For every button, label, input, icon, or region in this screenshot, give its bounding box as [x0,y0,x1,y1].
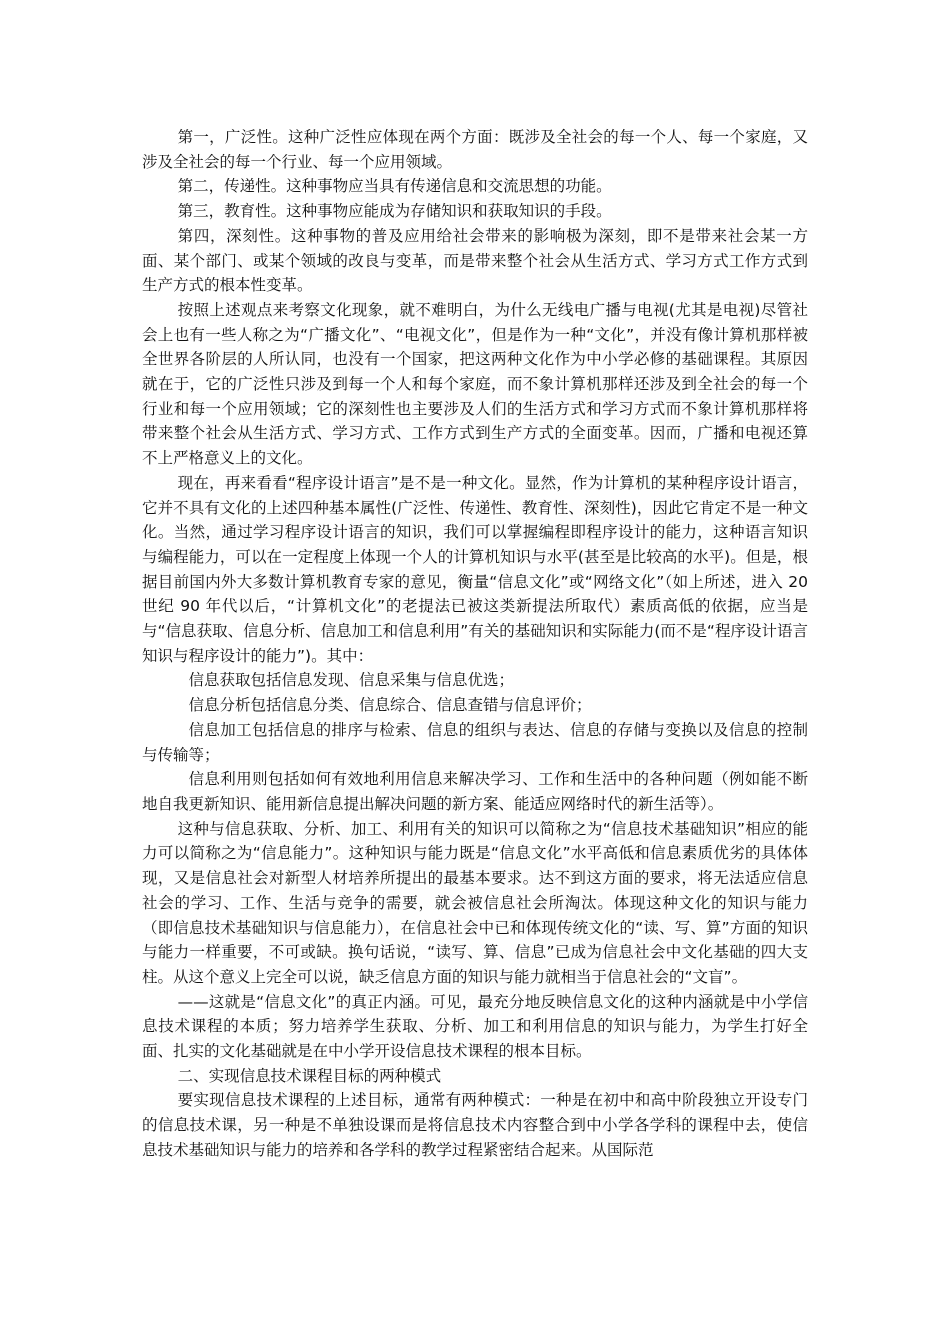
list-item-acquisition: 信息获取包括信息发现、信息采集与信息优选； [188,671,515,690]
paragraph-profundity: 第四，深刻性。这种事物的普及应用给社会带来的影响极为深刻，即不是带来社会某一方面、某个部门、或某个领域的改良与变革，而是带来整个社会从生活方式、学习方式工作方式到生产方式的根本性变革。 [142,226,808,295]
paragraph-educational: 第三，教育性。这种事物应能成为存储知识和获取知识的手段。 [177,202,612,221]
paragraph-breadth: 第一，广泛性。这种广泛性应体现在两个方面：既涉及全社会的每一个人、每一个家庭，又涉及全社会的每一个行业、每一个应用领域。 [142,128,808,171]
section-heading: 二、实现信息技术课程目标的两种模式 [177,1066,442,1085]
list-item-analysis: 信息分析包括信息分类、信息综合、信息查错与信息评价； [188,696,592,715]
paragraph-information-literacy: 这种与信息获取、分析、加工、利用有关的知识可以简称之为“信息技术基础知识”相应的能力可以简称之为“信息能力”。这种知识与能力既是“信息文化”水平高低和信息素质优劣的具体体现，又是信息社会对新型人材培养所提出的最基本要求。达不到这方面的要求，将无法适应信息社会的学习、工作、生活与竞争的需要，就会被信息社会所淘汰。体现这种文化的知识与能力（即信息技术基础知识与信息能力），在信息社会中已和体现传统文化的“读、写、算”方面的知识与能力一样重要，不可或缺。换句话说，“读写、算、信息”已成为信息社会中文化基础的四大支柱。从这个意义上完全可以说，缺乏信息方面的知识与能力就相当于信息社会的“文盲”。 [142,819,808,986]
paragraph-transmissibility: 第二，传递性。这种事物应当具有传递信息和交流思想的功能。 [177,177,612,196]
list-item-processing: 信息加工包括信息的排序与检索、信息的组织与表达、信息的存储与变换以及信息的控制与传输等； [142,720,808,764]
paragraph-two-modes: 要实现信息技术课程的上述目标，通常有两种模式：一种是在初中和高中阶段独立开设专门的信息技术课，另一种是不单独设课而是将信息技术内容整合到中小学各学科的课程中去，使信息技术基础知识与能力的培养和各学科的教学过程紧密结合起来。从国际范 [142,1091,808,1159]
paragraph-broadcast-tv: 按照上述观点来考察文化现象，就不难明白，为什么无线电广播与电视(尤其是电视)尽管社会上也有一些人称之为“广播文化”、“电视文化”，但是作为一种“文化”，并没有像计算机那样被全世界各阶层的人所认同，也没有一个国家，把这两种文化作为中小学必修的基础课程。其原因就在于，它的广泛性只涉及到每一个人和每个家庭，而不象计算机那样还涉及到全社会的每一个行业和每一个应用领域；它的深刻性也主要涉及人们的生活方式和学习方式而不象计算机那样将带来整个社会从生活方式、学习方式、工作方式到生产方式的全面变革。因而，广播和电视还算不上严格意义上的文化。 [142,300,808,468]
paragraph-connotation: ——这就是“信息文化”的真正内涵。可见，最充分地反映信息文化的这种内涵就是中小学信息技术课程的本质；努力培养学生获取、分析、加工和利用信息的知识与能力，为学生打好全面、扎实的文化基础就是在中小学开设信息技术课程的根本目标。 [142,992,808,1061]
list-item-utilization: 信息利用则包括如何有效地利用信息来解决学习、工作和生活中的各种问题（例如能不断地自我更新知识、能用新信息提出解决问题的新方案、能适应网络时代的新生活等）。 [142,770,808,813]
paragraph-programming-language: 现在，再来看看“程序设计语言”是不是一种文化。显然，作为计算机的某种程序设计语言，它并不具有文化的上述四种基本属性(广泛性、传递性、教育性、深刻性)，因此它肯定不是一种文化。当然，通过学习程序设计语言的知识，我们可以掌握编程即程序设计的能力，这种语言知识与编程能力，可以在一定程度上体现一个人的计算机知识与水平(甚至是比较高的水平)。但是，根据目前国内外大多数计算机教育专家的意见，衡量“信息文化”或“网络文化”（如上所述，进入 20 世纪 90 年代以后，“计算机文化”的老提法已被这类新提法所取代）素质高低的依据，应当是与“信息获取、信息分析、信息加工和信息利用”有关的基础知识和实际能力(而不是“程序设计语言知识与程序设计的能力”)。其中： [142,473,808,665]
document-body [142,125,808,1163]
